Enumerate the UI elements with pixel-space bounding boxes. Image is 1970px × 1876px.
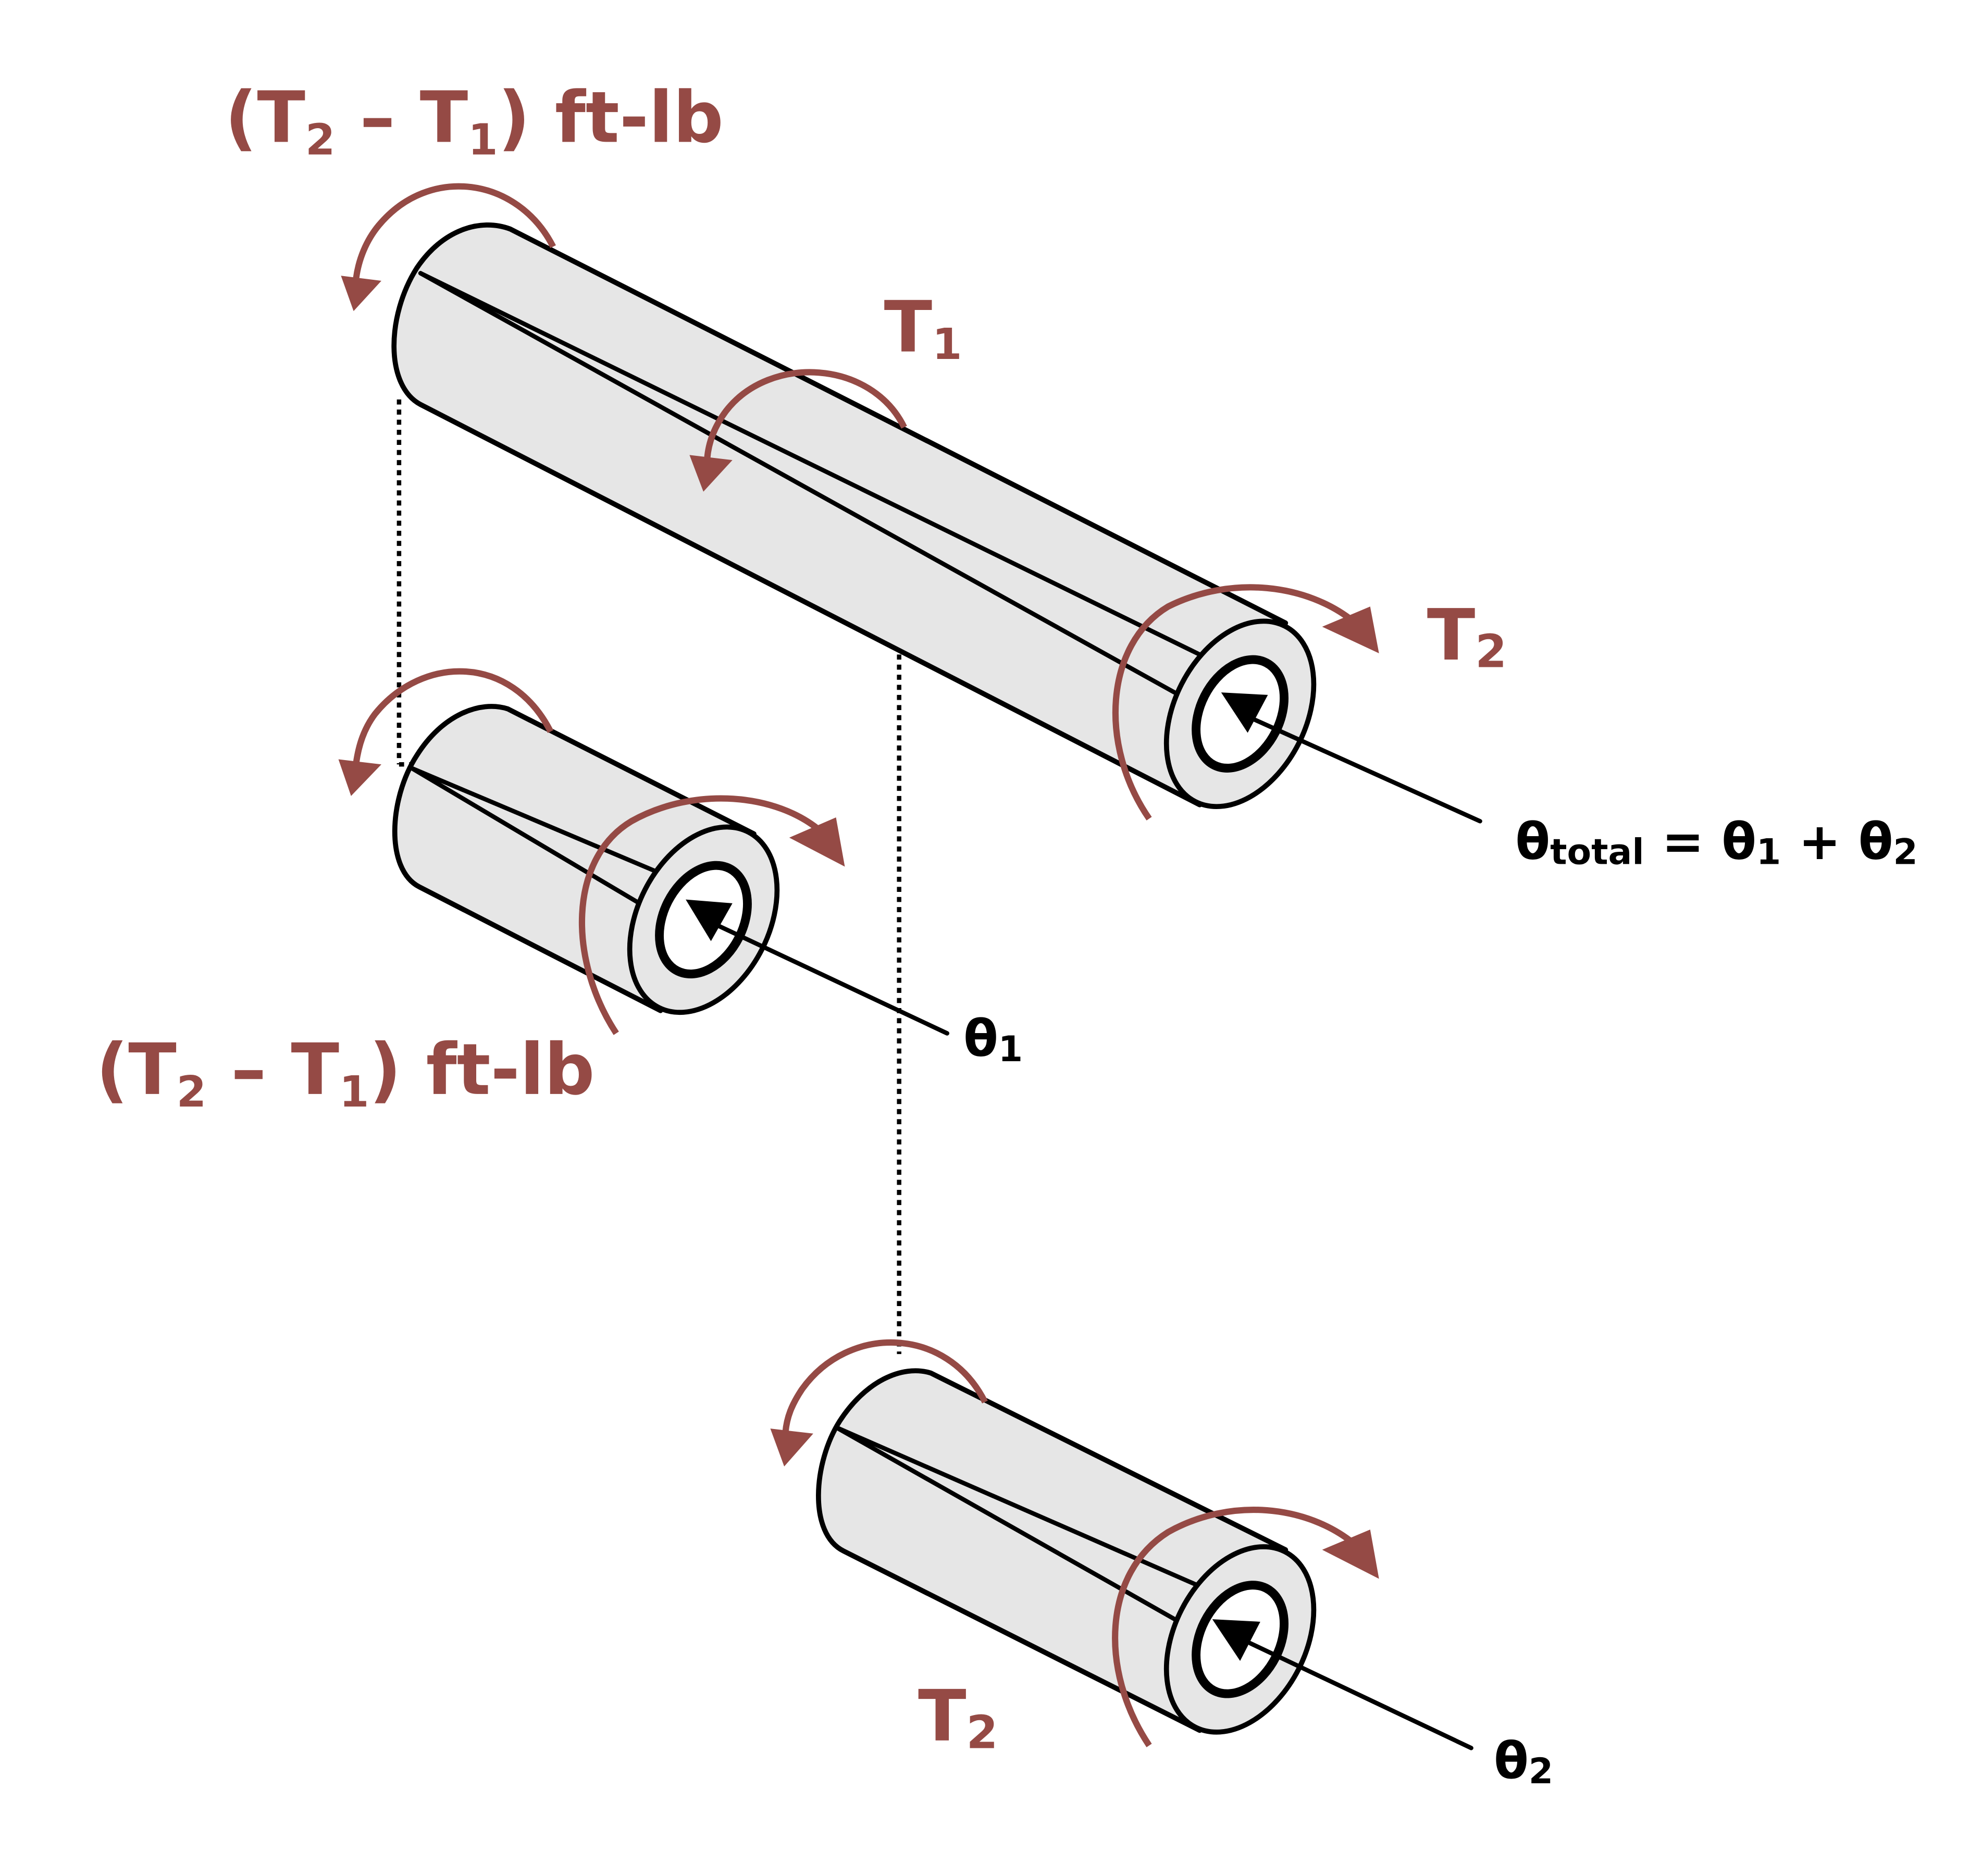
label-theta1: θ1: [963, 1009, 1023, 1070]
torque-arrowhead-t2-top: [1322, 606, 1379, 653]
label-torque-left: (T2 – T1) ft-lb: [96, 1028, 595, 1117]
label-theta-total: θtotal = θ1 + θ2: [1515, 812, 1918, 873]
label-t1: T1: [884, 286, 962, 370]
label-t2-top: T2: [1427, 594, 1507, 678]
torque-arrowhead-left-start: [339, 760, 381, 796]
torque-arrowhead-top-left: [341, 276, 381, 311]
shaft-segment-1-angle-axis: [713, 924, 947, 1034]
torque-arrowhead-bottom-end: [1322, 1530, 1379, 1579]
shaft-full-twist-line-b: [420, 273, 1174, 692]
label-torque-top: (T2 – T1) ft-lb: [225, 77, 724, 165]
label-theta2: θ2: [1494, 1731, 1554, 1793]
shaft-segment-1: [339, 672, 947, 1037]
label-t2-bottom: T2: [918, 1675, 998, 1759]
torque-arrowhead-bottom-start: [770, 1428, 813, 1467]
shaft-segment-2: [770, 1343, 1471, 1757]
